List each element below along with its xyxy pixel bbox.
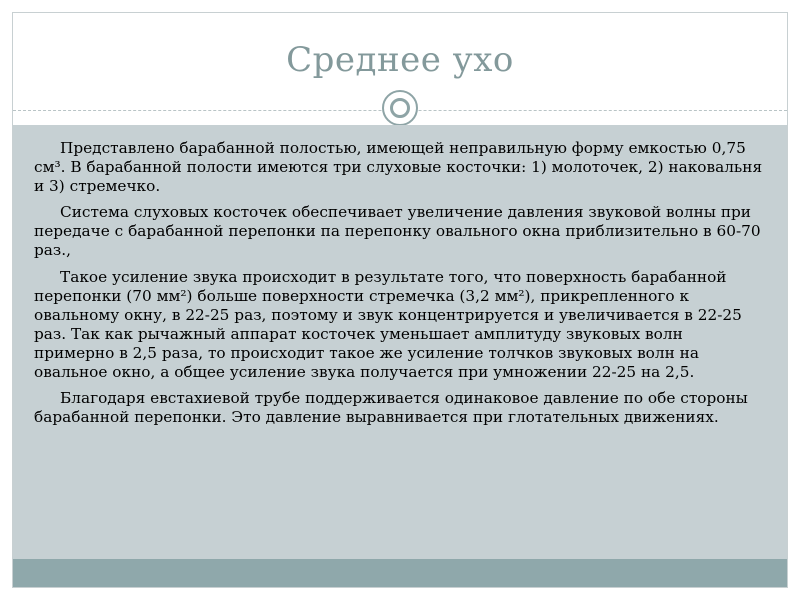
paragraph-3: Такое усиление звука происходит в результате того, что поверхность барабанной перепонки (70 мм²) больше поверхности стремечка (3,2 мм²), прикрепленного к овальному окну, в 22-25 раз, поэтому и звук концентрируется и увеличивается в 22-25 раз. Так как рычажный аппарат косточек уменьшает амплитуду звуковых волн примерно в 2,5 раза, то происходит такое же усиление толчков звуковых волн на овальное окно, а общее усиление звука получается при умножении 22-25 на 2,5.: [34, 267, 742, 382]
footer-band: [13, 559, 787, 587]
slide-body: [34, 139, 764, 434]
paragraph-2: Система слуховых косточек обеспечивает увеличение давления звуковой волны при передаче с барабанной перепонки па перепонку овального окна приблизительно в 60-70 раз.,: [34, 203, 761, 260]
circle-ring-inner: [390, 98, 410, 118]
circle-ring-icon: [382, 90, 418, 126]
paragraph-1: Представлено барабанной полостью, имеющей неправильную форму емкостью 0,75 см³. В барабанной полости имеются три слуховые косточки: 1) молоточек, 2) наковальня и 3) стремечко.: [34, 139, 763, 196]
slide-title: Среднее ухо: [286, 40, 514, 80]
paragraph-4: Благодаря евстахиевой трубе поддерживается одинаковое давление по обе стороны барабанной перепонки. Это давление выравнивается при глотательных движениях.: [34, 389, 748, 427]
